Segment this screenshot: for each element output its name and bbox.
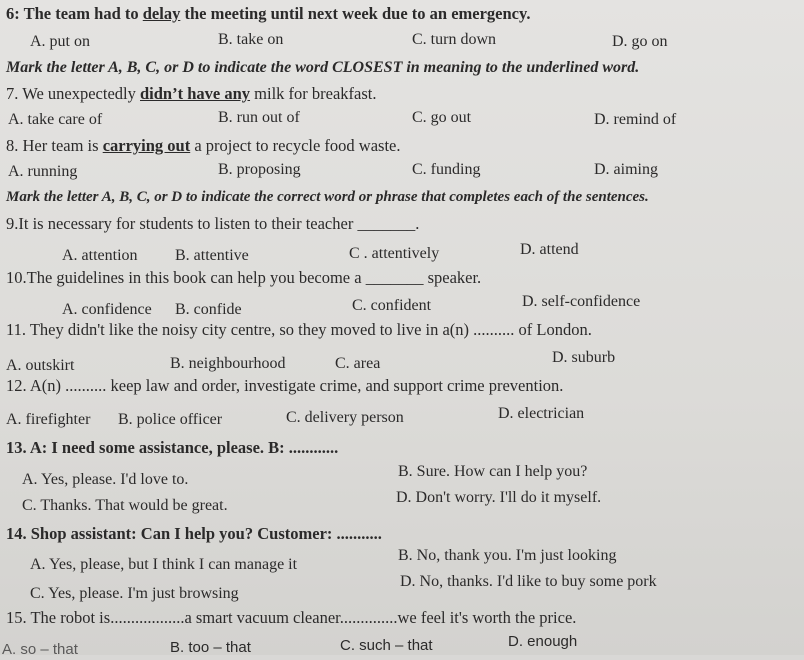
instruction-complete-sentence: Mark the letter A, B, C, or D to indicate the correct word or phrase that completes each of the sentences. bbox=[6, 189, 649, 205]
q13-option-d: D. Don't worry. I'll do it myself. bbox=[396, 489, 602, 506]
q8-option-c: C. funding bbox=[412, 161, 481, 178]
q15-option-b: B. too – that bbox=[170, 639, 251, 656]
q10-option-c: C. confident bbox=[352, 297, 432, 314]
question-8-stem bbox=[6, 136, 401, 156]
question-11-stem: 11. They didn't like the noisy city centre, so they moved to live in a(n) .......... of London. bbox=[6, 320, 592, 339]
question-14-stem: 14. Shop assistant: Can I help you? Customer: ........... bbox=[6, 524, 382, 543]
q12-option-b: B. police officer bbox=[118, 411, 223, 428]
q9-option-d: D. attend bbox=[520, 241, 579, 258]
q8-text-pre: 8. Her team is bbox=[6, 136, 103, 155]
q8-underlined: carrying out bbox=[102, 136, 191, 155]
q6-option-b: B. take on bbox=[218, 31, 284, 48]
question-7-stem bbox=[6, 84, 377, 104]
q6-option-c: C. turn down bbox=[412, 31, 496, 48]
q8-text-post: a project to recycle food waste. bbox=[190, 136, 401, 155]
q11-option-a: A. outskirt bbox=[6, 357, 75, 374]
question-13-stem: 13. A: I need some assistance, please. B: ............ bbox=[6, 438, 339, 457]
q13-option-a: A. Yes, please. I'd love to. bbox=[22, 471, 189, 488]
q12-option-d: D. electrician bbox=[498, 405, 585, 422]
q13-option-b: B. Sure. How can I help you? bbox=[398, 463, 588, 480]
q10-option-d: D. self-confidence bbox=[522, 293, 641, 310]
q15-option-a: A. so – that bbox=[2, 641, 78, 658]
q7-option-d: D. remind of bbox=[594, 111, 677, 128]
q10-option-a: A. confidence bbox=[62, 301, 152, 318]
q8-option-d: D. aiming bbox=[594, 161, 658, 178]
q8-option-a: A. running bbox=[8, 163, 78, 180]
q12-option-a: A. firefighter bbox=[6, 411, 91, 428]
q13-option-c: C. Thanks. That would be great. bbox=[22, 497, 228, 514]
q7-option-b: B. run out of bbox=[218, 109, 300, 126]
q6-text-post: the meeting until next week due to an emergency. bbox=[180, 4, 531, 23]
question-9-stem: 9.It is necessary for students to listen to their teacher _______. bbox=[6, 214, 420, 233]
q9-option-b: B. attentive bbox=[175, 247, 249, 264]
question-12-stem: 12. A(n) .......... keep law and order, investigate crime, and support crime prevention. bbox=[6, 376, 564, 395]
q11-option-b: B. neighbourhood bbox=[170, 355, 286, 372]
question-15-stem: 15. The robot is..................a smart vacuum cleaner..............we feel it's worth the price. bbox=[6, 608, 577, 627]
q14-option-b: B. No, thank you. I'm just looking bbox=[398, 547, 617, 564]
question-10-stem: 10.The guidelines in this book can help you become a _______ speaker. bbox=[6, 268, 482, 287]
q6-option-d: D. go on bbox=[612, 33, 668, 50]
q11-option-c: C. area bbox=[335, 355, 381, 372]
q7-option-a: A. take care of bbox=[8, 111, 103, 128]
q8-option-b: B. proposing bbox=[218, 161, 301, 178]
q14-option-d: D. No, thanks. I'd like to buy some pork bbox=[400, 573, 657, 590]
q10-option-b: B. confide bbox=[175, 301, 242, 318]
q14-option-c: C. Yes, please. I'm just browsing bbox=[30, 585, 239, 602]
q6-option-a: A. put on bbox=[30, 33, 90, 50]
instruction-closest-meaning: Mark the letter A, B, C, or D to indicate the word CLOSEST in meaning to the underlined word. bbox=[6, 59, 640, 76]
q6-underlined: delay bbox=[142, 4, 181, 23]
q14-option-a: A. Yes, please, but I think I can manage it bbox=[30, 556, 298, 573]
q9-option-c: C . attentively bbox=[349, 245, 440, 262]
q7-text-post: milk for breakfast. bbox=[250, 84, 377, 103]
q9-option-a: A. attention bbox=[62, 247, 138, 264]
q7-text-pre: 7. We unexpectedly bbox=[6, 84, 140, 103]
q15-option-d: D. enough bbox=[508, 633, 578, 650]
q12-option-c: C. delivery person bbox=[286, 409, 404, 426]
q7-underlined: didn’t have any bbox=[140, 84, 251, 103]
q11-option-d: D. suburb bbox=[552, 349, 616, 366]
q6-text-pre: 6: The team had to bbox=[6, 4, 143, 23]
q15-option-c: C. such – that bbox=[340, 637, 433, 654]
question-6-stem bbox=[6, 4, 530, 24]
q7-option-c: C. go out bbox=[412, 109, 472, 126]
